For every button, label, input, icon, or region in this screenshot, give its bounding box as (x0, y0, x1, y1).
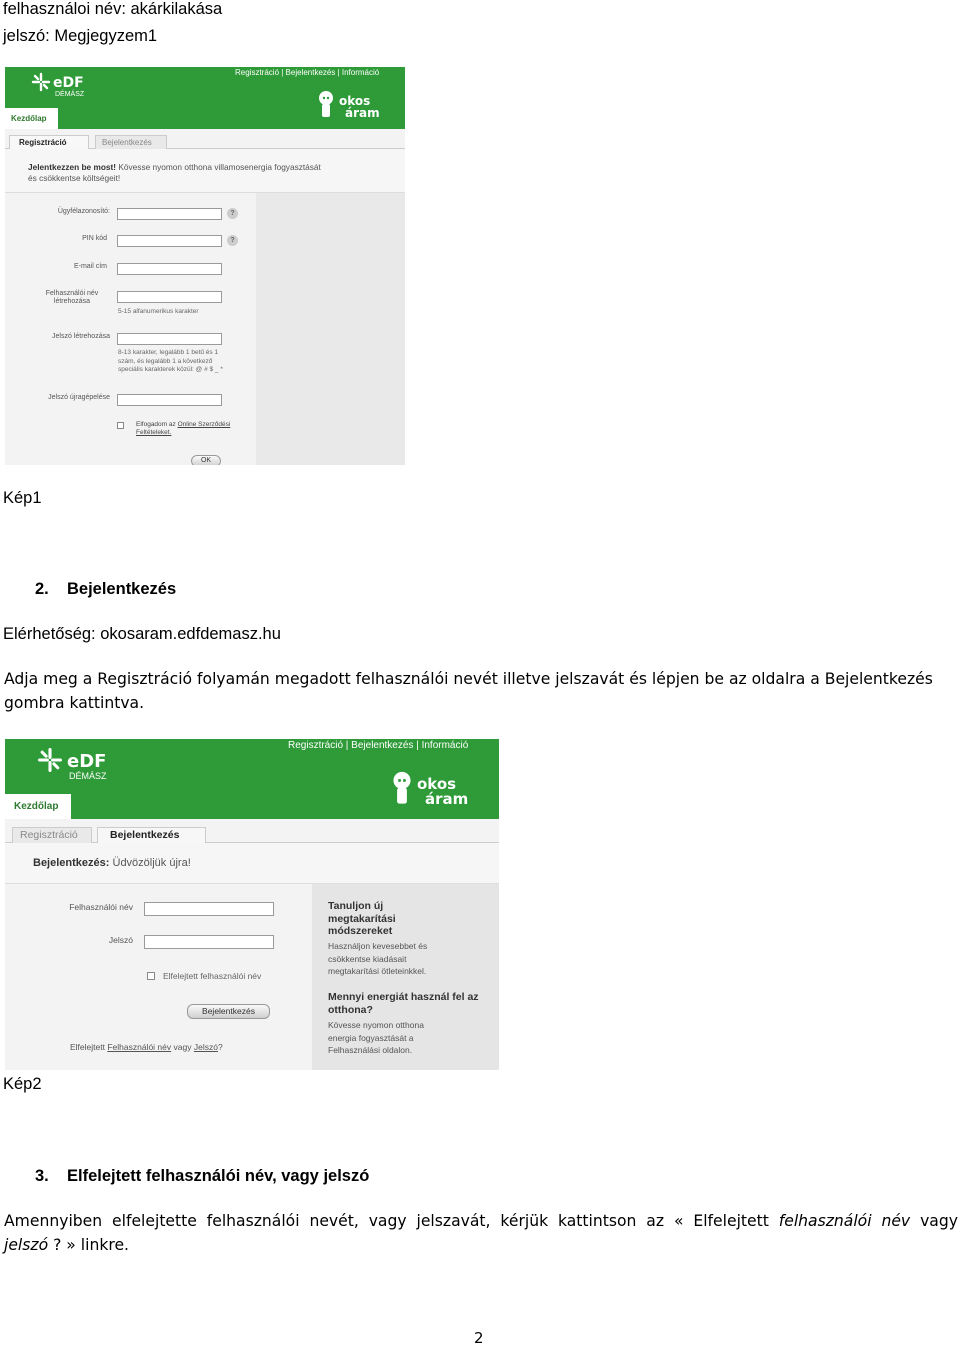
side-heading-savings: Tanuljon új megtakarítási módszereket (328, 900, 396, 937)
edf-swirl-icon (37, 747, 63, 773)
intro-text (33, 857, 191, 869)
remember-label: Elfelejtett felhasználói név (163, 971, 262, 981)
intro-text (28, 162, 328, 184)
password-input[interactable] (144, 935, 274, 949)
terms-link[interactable]: Online Szerződési Feltételeket. (136, 421, 231, 436)
terms-checkbox[interactable] (117, 422, 124, 429)
intro-description: Üdvözöljük újra! (109, 857, 191, 869)
okos-aram-mascot-icon (317, 89, 335, 121)
side-text-savings: Használjon kevesebbet és csökkentse kiadásait megtakarítási ötleteinkkel. (328, 941, 428, 976)
password-label: Jelszó (108, 935, 133, 945)
username-input[interactable] (144, 902, 274, 916)
okos-aram-mascot-icon (391, 769, 413, 809)
registration-screenshot (5, 67, 405, 465)
okos-logo-line1: okos (339, 94, 371, 108)
okos-logo-line2: áram (425, 790, 469, 808)
tab-login[interactable]: Bejelentkezés (95, 135, 167, 149)
section3-body-line1 (4, 1209, 958, 1233)
login-form (5, 884, 312, 1070)
section2-heading (35, 579, 176, 599)
forgot-mid: vagy (173, 1042, 192, 1052)
customer-id-label: Ügyfélazonosító: (57, 208, 110, 215)
forgot-prefix: Elfelejtett (70, 1042, 105, 1052)
pin-input[interactable] (117, 235, 222, 247)
email-input[interactable] (117, 263, 222, 275)
availability-line: Elérhetőség: okosaram.edfdemasz.hu (3, 625, 281, 643)
section2-body: Adja meg a Regisztráció folyamán megadott felhasználói nevét illetve jelszavát és lépjen be az oldalra a Bejelentkezés gombra kattintva. (4, 670, 933, 712)
demasz-logo-text: DÉMÁSZ (55, 91, 85, 98)
page-number: 2 (474, 1329, 484, 1347)
section2-number: 2. (35, 580, 49, 598)
top-nav-links[interactable]: Regisztráció | Bejelentkezés | Információ (288, 740, 469, 751)
site-header (5, 739, 499, 819)
tab-registration[interactable]: Regisztráció (12, 827, 92, 843)
caption-kep1: Kép1 (3, 489, 42, 507)
section3-body-line2 (4, 1233, 958, 1257)
pin-label: PIN kód (82, 235, 107, 242)
section3-body-mid: vagy (920, 1212, 958, 1230)
home-tab[interactable]: Kezdőlap (5, 108, 58, 129)
edf-logo-text: eDF (53, 75, 84, 91)
home-tab[interactable]: Kezdőlap (5, 794, 71, 819)
edf-logo-text: eDF (67, 751, 107, 772)
top-nav-links[interactable]: Regisztráció | Bejelentkezés | Információ (235, 68, 380, 77)
edf-swirl-icon (31, 72, 51, 92)
section3-body-em1: felhasználói név (778, 1212, 911, 1230)
password-repeat-input[interactable] (117, 394, 222, 406)
section3-body-part1: Amennyiben elfelejtette felhasználói nevét, vagy jelszavát, kérjük kattintson az « Elfelejtett (4, 1212, 769, 1230)
section3-number: 3. (35, 1167, 49, 1185)
tab-bar (5, 129, 405, 149)
login-button[interactable]: Bejelentkezés (187, 1004, 270, 1019)
side-heading-usage: Mennyi energiát használ fel az otthona? (328, 991, 479, 1016)
forgot-suffix: ? (217, 1042, 223, 1052)
forgot-password-link[interactable]: Jelszó (193, 1042, 218, 1052)
section3-body-end: ? » linkre. (53, 1236, 130, 1254)
tab-login[interactable]: Bejelentkezés (97, 827, 206, 843)
registration-form (5, 193, 256, 465)
remember-checkbox[interactable] (147, 972, 155, 980)
intro-bold: Jelentkezzen be most! (28, 162, 117, 172)
terms-prefix: Elfogadom az (136, 421, 176, 428)
side-text-usage: Kövesse nyomon otthona energia fogyasztását a Felhasználási oldalon. (328, 1020, 424, 1055)
okos-aram-logo (339, 95, 380, 119)
demasz-logo-text: DÉMÁSZ (69, 771, 107, 781)
intro-banner (5, 843, 499, 884)
section2-title: Bejelentkezés (67, 580, 177, 598)
forgot-line (70, 1042, 223, 1052)
password-create-label: Jelszó létrehozása (52, 333, 110, 340)
intro-description: Kövesse nyomon otthona villamosenergia fogyasztását és csökkentse költségeit! (28, 162, 321, 183)
password-create-input[interactable] (117, 333, 222, 345)
username-hint: 5-15 alfanumerikus karakter (118, 308, 199, 315)
tab-bar (5, 819, 499, 843)
intro-banner (5, 149, 405, 193)
forgot-username-link[interactable]: Felhasználói név (107, 1042, 172, 1052)
pin-help-icon[interactable]: ? (227, 235, 238, 246)
password-repeat-label: Jelszó újragépelése (48, 394, 110, 401)
login-screenshot (5, 739, 499, 1070)
terms-text (136, 421, 236, 437)
email-label: E-mail cím (73, 263, 107, 270)
okos-aram-logo (417, 777, 468, 807)
side-info-panel (312, 884, 499, 1070)
password-credential-line: jelszó: Megjegyzem1 (3, 27, 158, 45)
okos-logo-line2: áram (345, 106, 380, 120)
username-label: Felhasználói név (69, 902, 133, 912)
okos-logo-line1: okos (417, 775, 457, 793)
username-create-label: Felhasználói név létrehozása (45, 290, 99, 305)
tab-registration[interactable]: Regisztráció (9, 135, 89, 149)
caption-kep2: Kép2 (3, 1075, 42, 1093)
customer-id-help-icon[interactable]: ? (227, 208, 238, 219)
password-hint: 8-13 karakter, legalább 1 betű és 1 szám, és legalább 1 a következő speciális karakterek közül: @ # $ _ * (118, 349, 223, 373)
section3-heading (35, 1166, 369, 1186)
username-credential-line: felhasználoi név: akárkilakása (3, 0, 223, 18)
intro-bold: Bejelentkezés: (33, 857, 110, 869)
customer-id-input[interactable] (117, 208, 222, 220)
site-header (5, 67, 405, 129)
ok-button[interactable]: OK (191, 455, 221, 465)
section3-title: Elfelejtett felhasználói név, vagy jelszó (67, 1167, 370, 1185)
section3-body-em2: jelszó (4, 1236, 49, 1254)
username-create-input[interactable] (117, 291, 222, 303)
